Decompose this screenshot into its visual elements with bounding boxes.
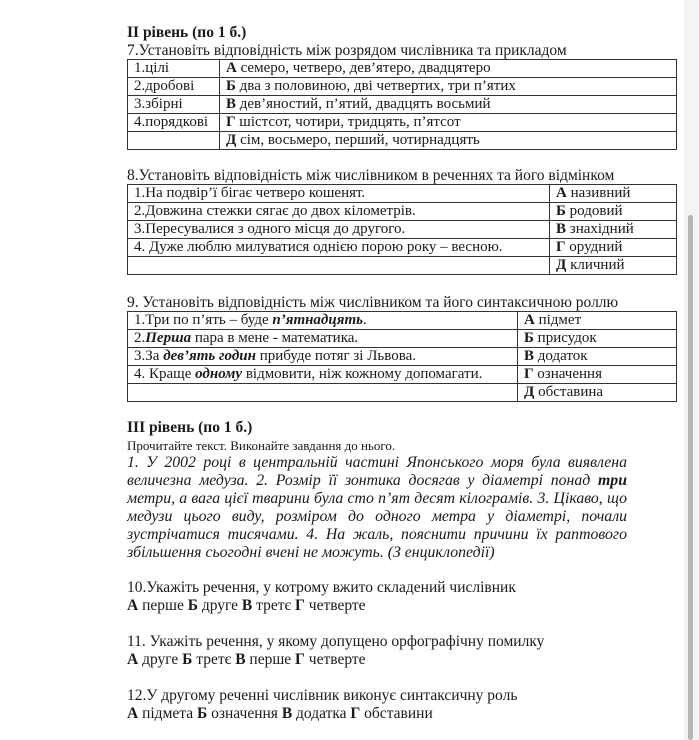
answer-options bbox=[127, 597, 366, 615]
option-text: дев’яностий, п’ятий, двадцять восьмий bbox=[239, 96, 491, 112]
sentence-cell bbox=[128, 330, 518, 348]
numeral-emphasis: одному bbox=[195, 366, 243, 382]
option-text: семеро, четверо, дев’ятеро, двадцятеро bbox=[240, 60, 491, 76]
table-row bbox=[128, 366, 677, 384]
text-line: метри, а вага цієї тварини була сто п’ят десят кілограмів. 3. Цікаво, що bbox=[127, 490, 627, 507]
category-cell: 1.цілі bbox=[128, 60, 220, 78]
table-row bbox=[128, 60, 677, 78]
table-row bbox=[128, 257, 677, 275]
example-cell bbox=[220, 114, 677, 132]
sentence-cell bbox=[128, 366, 518, 384]
case-cell bbox=[550, 185, 677, 203]
answer-options bbox=[127, 705, 433, 723]
sentence-pre: 4. Краще bbox=[134, 366, 196, 382]
option-letter: В bbox=[235, 651, 246, 668]
example-cell bbox=[220, 96, 677, 114]
sentence-cell: 2.Довжина стежки сягає до двох кілометрів. bbox=[128, 203, 550, 221]
q9-table bbox=[127, 311, 677, 402]
option-letter: Б bbox=[182, 651, 193, 668]
option-text: сім, восьмеро, перший, чотирнадцять bbox=[240, 132, 480, 148]
option-letter: А bbox=[127, 597, 139, 614]
level2-heading: II рівень (по 1 б.) bbox=[127, 24, 247, 41]
option-text: друге bbox=[201, 597, 239, 614]
case-cell bbox=[550, 221, 677, 239]
option-text: два з половиною, дві четвертих, три п’ятих bbox=[239, 78, 516, 94]
role-cell bbox=[518, 312, 677, 330]
sentence-cell: 4. Дуже люблю милуватися однією порою року – весною. bbox=[128, 239, 550, 257]
option-letter: В bbox=[556, 221, 567, 237]
q8-table bbox=[127, 184, 677, 275]
sentence-cell: 3.Пересувалися з одного місця до другого. bbox=[128, 221, 550, 239]
table-row bbox=[128, 78, 677, 96]
option-letter: Б bbox=[226, 78, 236, 94]
option-letter: Б bbox=[187, 597, 198, 614]
option-text: означення bbox=[211, 705, 278, 722]
level3-heading: III рівень (по 1 б.) bbox=[127, 419, 253, 436]
reading-text bbox=[127, 454, 627, 562]
option-letter: А bbox=[226, 60, 237, 76]
sentence-cell: 1.На подвір’ї бігає четверо кошенят. bbox=[128, 185, 550, 203]
table-row bbox=[128, 348, 677, 366]
table-row bbox=[128, 96, 677, 114]
option-letter: Б bbox=[556, 203, 566, 219]
option-letter: В bbox=[281, 705, 293, 722]
role-cell bbox=[518, 384, 677, 402]
option-letter: Г bbox=[350, 705, 361, 722]
option-text: називний bbox=[570, 185, 631, 201]
question-title: 12.У другому реченні числівник виконує синтаксичну роль bbox=[127, 687, 518, 704]
example-cell bbox=[220, 60, 677, 78]
option-letter: Г bbox=[295, 597, 305, 614]
sentence-pre: 2. bbox=[134, 330, 146, 346]
option-letter: А bbox=[556, 185, 567, 201]
option-letter: Г bbox=[226, 114, 236, 130]
option-letter: А bbox=[127, 651, 139, 668]
example-cell bbox=[220, 132, 677, 150]
option-letter: Г bbox=[524, 366, 534, 382]
table-row bbox=[128, 239, 677, 257]
numeral-emphasis: п’ятнадцять bbox=[272, 312, 363, 328]
option-text: перше bbox=[249, 651, 292, 668]
option-text: обставини bbox=[364, 705, 433, 722]
sentence-pre: 1.Три по п’ять – буде bbox=[134, 312, 273, 328]
sentence-post: пара в мене - математика. bbox=[191, 330, 359, 346]
sentence-cell bbox=[128, 312, 518, 330]
numeral-emphasis: Перша bbox=[145, 330, 192, 346]
table-row bbox=[128, 330, 677, 348]
table-row bbox=[128, 132, 677, 150]
table-row bbox=[128, 203, 677, 221]
option-letter: А bbox=[524, 312, 535, 328]
option-text: третє bbox=[196, 651, 232, 668]
role-cell bbox=[518, 348, 677, 366]
instruction: Прочитайте текст. Виконайте завдання до нього. bbox=[127, 438, 396, 453]
table-row bbox=[128, 114, 677, 132]
option-text: означення bbox=[537, 366, 602, 382]
category-cell: 2.дробові bbox=[128, 78, 220, 96]
option-letter: Б bbox=[196, 705, 208, 722]
option-letter: Д bbox=[556, 257, 567, 273]
text-line: 1. У 2002 році в центральній частині Японського моря була виявлена bbox=[127, 454, 627, 471]
case-cell bbox=[550, 203, 677, 221]
case-cell bbox=[550, 239, 677, 257]
scrollbar-thumb[interactable] bbox=[688, 215, 693, 740]
sentence-post: відмовити, ніж кожному допомагати. bbox=[242, 366, 483, 382]
option-text: кличний bbox=[570, 257, 625, 273]
sentence-post: . bbox=[362, 312, 367, 328]
text-line bbox=[127, 472, 627, 490]
sentence-cell bbox=[128, 257, 550, 275]
option-text: підмета bbox=[142, 705, 194, 722]
answer-options bbox=[127, 651, 366, 669]
option-letter: В bbox=[226, 96, 237, 112]
option-text: орудний bbox=[569, 239, 623, 255]
option-text: знахідний bbox=[569, 221, 634, 237]
option-letter: В bbox=[241, 597, 253, 614]
q9-title: 9. Установіть відповідність між числівником та його синтаксичною роллю bbox=[127, 294, 619, 311]
option-text: друге bbox=[142, 651, 179, 668]
option-text: додатка bbox=[296, 705, 347, 722]
option-letter: Г bbox=[295, 651, 305, 668]
numeral-emphasis: дев’ять годин bbox=[163, 348, 256, 364]
option-letter: Д bbox=[524, 384, 535, 400]
table-row bbox=[128, 221, 677, 239]
role-cell bbox=[518, 330, 677, 348]
example-cell bbox=[220, 78, 677, 96]
q7-table bbox=[127, 59, 677, 150]
text-line: зустрічатися тисячами. 4. На жаль, пояснити причини їх раптового bbox=[127, 526, 627, 543]
option-letter: Д bbox=[226, 132, 237, 148]
role-cell bbox=[518, 366, 677, 384]
table-row bbox=[128, 312, 677, 330]
q8-title: 8.Установіть відповідність між числівником в реченнях та його відмінком bbox=[127, 167, 615, 184]
case-cell bbox=[550, 257, 677, 275]
question-title: 10.Укажіть речення, у котрому вжито складений числівник bbox=[127, 579, 516, 596]
question-title: 11. Укажіть речення, у якому допущено орфографічну помилку bbox=[127, 633, 545, 650]
option-text: родовий bbox=[569, 203, 623, 219]
category-cell: 4.порядкові bbox=[128, 114, 220, 132]
category-cell bbox=[128, 132, 220, 150]
text-line: збільшення сьогодні вчені не можуть. (З енциклопедії) bbox=[127, 544, 495, 561]
option-text: четверте bbox=[308, 651, 366, 668]
sentence-cell bbox=[128, 348, 518, 366]
option-text: третє bbox=[256, 597, 292, 614]
option-letter: В bbox=[524, 348, 535, 364]
sentence-pre: 3.За bbox=[134, 348, 164, 364]
option-text: присудок bbox=[537, 330, 597, 346]
bold-word: три bbox=[598, 472, 627, 489]
category-cell: 3.збірні bbox=[128, 96, 220, 114]
text-line: медузи цього виду, розміром до одного метра у діаметрі, почали bbox=[127, 508, 627, 525]
option-text: перше bbox=[142, 597, 184, 614]
sentence-cell bbox=[128, 384, 518, 402]
text-span: величезна медуза. 2. Розмір її зонтика досягав у діаметрі понад bbox=[127, 472, 591, 489]
option-text: підмет bbox=[538, 312, 582, 328]
option-text: шістсот, чотири, тридцять, п’ятсот bbox=[239, 114, 461, 130]
option-text: четверте bbox=[308, 597, 366, 614]
table-row bbox=[128, 185, 677, 203]
sentence-post: прибуде потяг зі Львова. bbox=[255, 348, 417, 364]
option-letter: А bbox=[127, 705, 139, 722]
option-text: додаток bbox=[537, 348, 588, 364]
table-row bbox=[128, 384, 677, 402]
option-letter: Г bbox=[556, 239, 566, 255]
q7-title: 7.Установіть відповідність між розрядом числівника та прикладом bbox=[127, 42, 567, 59]
option-text: обставина bbox=[538, 384, 604, 400]
option-letter: Б bbox=[524, 330, 534, 346]
